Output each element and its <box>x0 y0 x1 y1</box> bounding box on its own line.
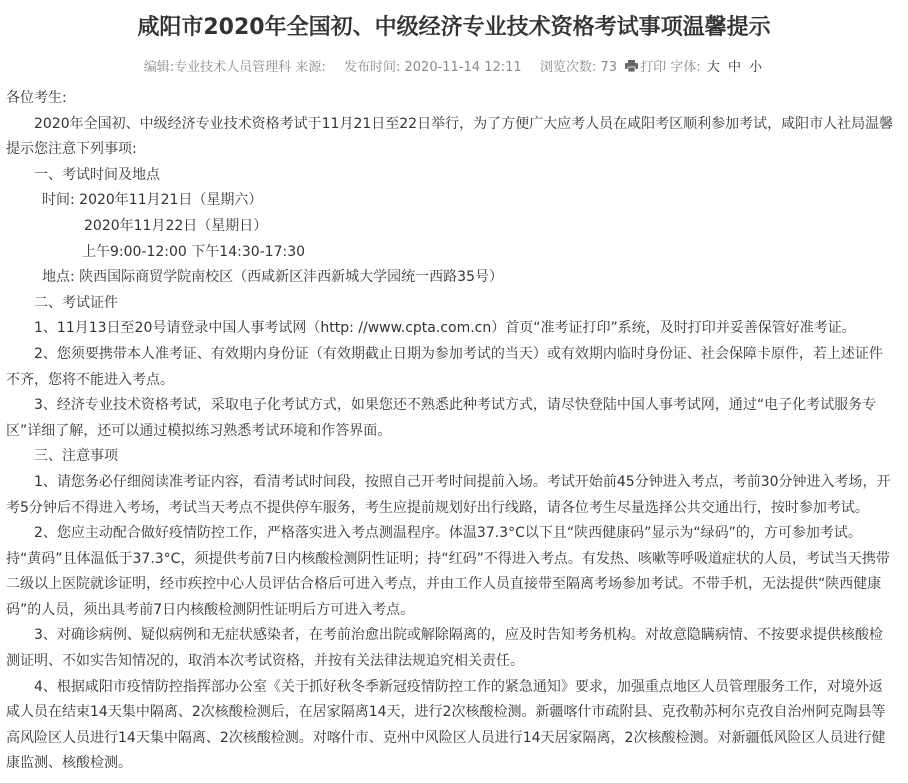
exam-time-day1: 时间: 2020年11月21日（星期六） <box>42 192 263 209</box>
notes-item-2: 2、您应主动配合做好疫情防控工作，严格落实进入考点测温程序。体温37.3°C以下且“陕西健康码”显示为“绿码”的，方可参加考试。持“黄码”且体温低于37.3°C，须提供考前7日内核酸检测阴性证明；持“红码”不得进入考点。有发热、咳嗽等呼吸道症状的人员，考试当天携带二级以上医院就诊证明，经市疾控中心人员评估合格后可进入考点，并由工作人员直接带至隔离考场参加考试。不带手机，无法提供“陕西健康码”的人员，须出具考前7日内核酸检测阴性证明后方可进入考点。 <box>6 525 890 618</box>
meta-publish-time: 发布时间: 2020-11-14 12:11 <box>344 60 522 75</box>
meta-views-count: 73 <box>600 60 618 75</box>
font-size-medium-button[interactable]: 中 <box>728 60 742 75</box>
printer-icon <box>625 60 638 72</box>
notes-item-3: 3、对确诊病例、疑似病例和无症状感染者，在考前治愈出院或解除隔离的，应及时告知考务机构。对故意隐瞒病情、不按要求提供核酸检测证明、不如实告知情况的，取消本次考试资格，并按有关法律法规追究相关责任。 <box>6 627 883 670</box>
notes-item-4: 4、根据咸阳市疫情防控指挥部办公室《关于抓好秋冬季新冠疫情防控工作的紧急通知》要求，加强重点地区人员管理服务工作，对境外返咸人员在结束14天集中隔离、2次核酸检测后，在居家隔离14天，进行2次核酸检测。新疆喀什市疏附县、克孜勒苏柯尔克孜自治州阿克陶县等高风险区人员进行14天集中隔离、2次核酸检测。对喀什市、克州中风险区人员进行14天居家隔离，2次核酸检测。对新疆低风险区人员进行健康监测、核酸检测。 <box>6 678 886 772</box>
font-size-large-button[interactable]: 大 <box>706 60 720 75</box>
print-label: 打印 <box>640 60 667 75</box>
exam-time-sessions: 上午9:00-12:00 下午14:30-17:30 <box>82 243 306 260</box>
article-title: 咸阳市2020年全国初、中级经济专业技术资格考试事项温馨提示 <box>137 15 771 40</box>
meta-editor: 编辑:专业技术人员管理科 <box>143 60 292 75</box>
greeting: 各位考生: <box>6 90 67 106</box>
font-size-label: 字体: <box>670 60 701 75</box>
intro-paragraph: 2020年全国初、中级经济专业技术资格考试于11月21日至22日举行，为了方便广大应考人员在咸阳考区顺利参加考试，咸阳市人社局温馨提示您注意下列事项: <box>6 115 894 158</box>
notes-item-1: 1、请您务必仔细阅读准考证内容，看清考试时间段，按照自己开考时间提前入场。考试开始前45分钟进入考点，考前30分钟进入考场，开考5分钟后不得进入考场，考试当天考点不提供停车服务，考生应提前规划好出行线路，请各位考生尽量选择公共交通出行，按时参加考试。 <box>6 473 891 516</box>
meta-views-label: 浏览次数: <box>539 60 597 75</box>
font-size-small-button[interactable]: 小 <box>749 60 763 75</box>
exam-location: 地点: 陕西国际商贸学院南校区（西咸新区沣西新城大学园统一西路35号） <box>42 269 503 286</box>
documents-item-3: 3、经济专业技术资格考试，采取电子化考试方式，如果您还不熟悉此种考试方式，请尽快登陆中国人事考试网，通过“电子化考试服务专区”详细了解，还可以通过模拟练习熟悉考试环境和作答界面。 <box>6 397 877 439</box>
documents-item-2: 2、您须要携带本人准考证、有效期内身份证（有效期截止日期为参加考试的当天）或有效期内临时身份证、社会保障卡原件，若上述证件不齐，您将不能进入考点。 <box>6 345 883 388</box>
print-button[interactable] <box>621 58 666 78</box>
article-meta <box>0 58 908 78</box>
meta-source: 来源: <box>295 60 326 75</box>
section-heading-time-location: 一、考试时间及地点 <box>34 166 160 183</box>
article-body <box>6 86 896 777</box>
documents-item-1: 1、11月13日至20号请登录中国人事考试网（http: //www.cpta.com.cn）首页“准考证打印”系统，及时打印并妥善保管好准考证。 <box>34 320 856 337</box>
section-heading-documents: 二、考试证件 <box>34 294 118 311</box>
section-heading-notes: 三、注意事项 <box>34 448 118 465</box>
exam-time-day2: 2020年11月22日（星期日） <box>84 217 268 234</box>
